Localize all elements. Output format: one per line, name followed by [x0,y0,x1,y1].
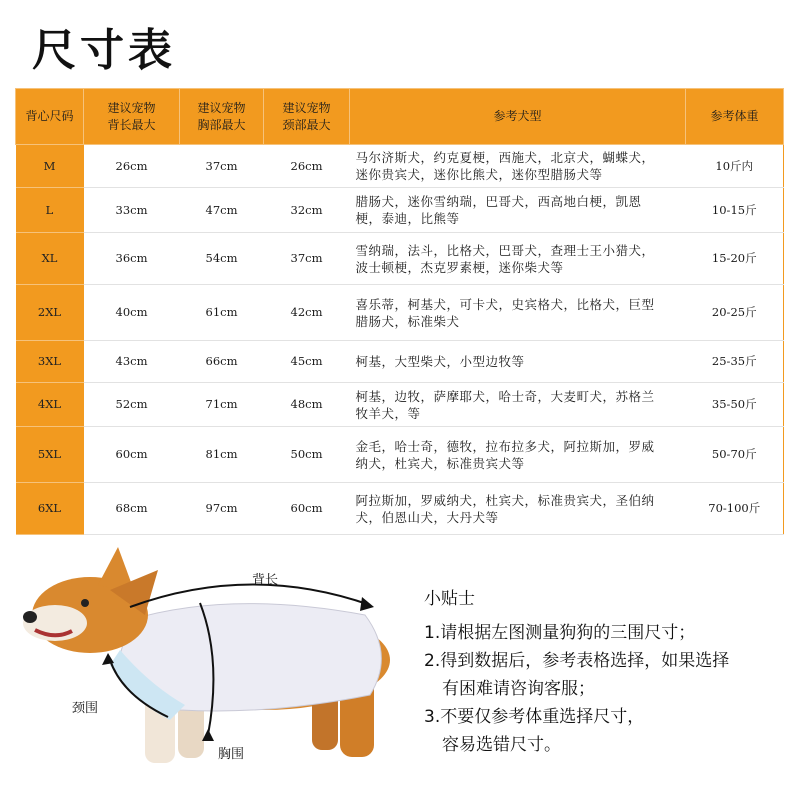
breeds-line: 波士顿梗，杰克罗素梗，迷你柴犬等 [355,259,564,275]
cell-chest: 37cm [180,145,264,188]
cell-weight: 10-15斤 [686,188,784,233]
breeds-line: 迷你贵宾犬，迷你比熊犬，迷你型腊肠犬等 [355,167,603,182]
cell-weight: 50-70斤 [686,427,784,483]
breeds-line: 纳犬，杜宾犬，标准贵宾犬等 [355,455,525,471]
breeds-line: 雪纳瑞，法斗，比格犬，巴哥犬，查理士王小猎犬， [355,242,655,258]
cell-breeds [350,427,686,483]
header-chest-label: 建议宠物 胸部最大 [197,100,246,132]
tips-title: 小贴士 [424,589,475,609]
cell-neck: 37cm [264,233,350,285]
tip-line-3: 3.不要仅参考体重选择尺寸， [424,707,645,727]
header-chest [180,89,264,145]
cell-breeds [350,188,686,233]
breeds-line: 金毛，哈士奇，德牧，拉布拉多犬，阿拉斯加，罗威 [355,438,655,454]
cell-chest: 97cm [180,483,264,535]
breeds-line: 梗，泰迪，比熊等 [355,211,460,226]
cell-size: L [16,188,84,233]
header-back-length-label: 建议宠物 背长最大 [107,100,156,132]
cell-size: 6XL [16,483,84,535]
cell-neck: 45cm [264,341,350,383]
cell-weight: 20-25斤 [686,285,784,341]
cell-back: 52cm [84,383,180,427]
label-back-length: 背长 [252,573,279,588]
header-breeds-label: 参考犬型 [493,109,542,123]
breeds-line: 腊肠犬，标准柴犬 [355,313,460,329]
table-row [16,383,784,427]
cell-back: 33cm [84,188,180,233]
label-chest: 胸围 [218,747,245,762]
table-row [16,285,784,341]
dog-drawing [10,545,410,795]
cell-chest: 61cm [180,285,264,341]
cell-back: 60cm [84,427,180,483]
cell-breeds [350,383,686,427]
header-size [16,89,84,145]
header-breeds [350,89,686,145]
cell-size: M [16,145,84,188]
header-weight-label: 参考体重 [710,109,759,123]
cell-back: 36cm [84,233,180,285]
neck-arrow [102,653,114,665]
breeds-line: 犬，伯恩山犬，大丹犬等 [355,509,499,525]
header-neck-label: 建议宠物 颈部最大 [282,100,331,132]
cell-weight: 10斤内 [686,145,784,188]
cell-breeds [350,483,686,535]
tips-panel [424,584,784,759]
table-row [16,427,784,483]
cell-breeds [350,341,686,383]
breeds-line: 阿拉斯加，罗威纳犬，杜宾犬，标准贵宾犬，圣伯纳 [355,492,655,508]
cell-size: 5XL [16,427,84,483]
breeds-line: 柯基，边牧，萨摩耶犬，哈士奇，大麦町犬，苏格兰 [355,388,655,404]
cell-size: 4XL [16,383,84,427]
cell-chest: 81cm [180,427,264,483]
cell-breeds [350,233,686,285]
tip-line-1: 1.请根据左图测量狗狗的三围尺寸； [424,623,696,643]
header-weight [686,89,784,145]
cell-back: 26cm [84,145,180,188]
breeds-line: 腊肠犬，迷你雪纳瑞，巴哥犬，西高地白梗，凯恩 [355,194,642,209]
cell-neck: 60cm [264,483,350,535]
table-row [16,233,784,285]
page-title: 尺寸表 [32,25,176,76]
header-back-length [84,89,180,145]
size-table [15,88,784,535]
dog-nose [23,611,37,623]
dog-eye [81,599,89,607]
cell-neck: 32cm [264,188,350,233]
cell-weight: 70-100斤 [686,483,784,535]
tip-line-2: 2.得到数据后，参考表格选择，如果选择 [424,651,730,671]
dog-measurement-illustration [10,545,410,795]
cell-back: 68cm [84,483,180,535]
cell-chest: 47cm [180,188,264,233]
cell-neck: 48cm [264,383,350,427]
breeds-line: 柯基，大型柴犬，小型边牧等 [355,354,525,369]
cell-chest: 66cm [180,341,264,383]
table-header-row [16,89,784,145]
cell-size: 3XL [16,341,84,383]
cell-breeds [350,145,686,188]
cell-back: 43cm [84,341,180,383]
tip-line-2-cont: 有困难请咨询客服； [442,679,595,699]
breeds-line: 喜乐蒂，柯基犬，可卡犬，史宾格犬，比格犬，巨型 [355,296,655,312]
table-row [16,145,784,188]
cell-chest: 54cm [180,233,264,285]
cell-breeds [350,285,686,341]
back-length-arrow [360,597,374,611]
table-row [16,341,784,383]
cell-back: 40cm [84,285,180,341]
header-neck [264,89,350,145]
cell-weight: 15-20斤 [686,233,784,285]
cell-weight: 35-50斤 [686,383,784,427]
cell-neck: 26cm [264,145,350,188]
cell-chest: 71cm [180,383,264,427]
tip-line-3-cont: 容易选错尺寸。 [442,735,561,755]
breeds-line: 马尔济斯犬，约克夏梗，西施犬，北京犬，蝴蝶犬， [355,150,655,165]
cell-size: XL [16,233,84,285]
cell-weight: 25-35斤 [686,341,784,383]
table-row [16,483,784,535]
breeds-line: 牧羊犬，等 [355,405,421,421]
table-row [16,188,784,233]
size-table-container [15,88,783,535]
cell-neck: 42cm [264,285,350,341]
header-size-label: 背心尺码 [25,109,74,123]
label-neck: 颈围 [72,701,99,716]
cell-neck: 50cm [264,427,350,483]
cell-size: 2XL [16,285,84,341]
